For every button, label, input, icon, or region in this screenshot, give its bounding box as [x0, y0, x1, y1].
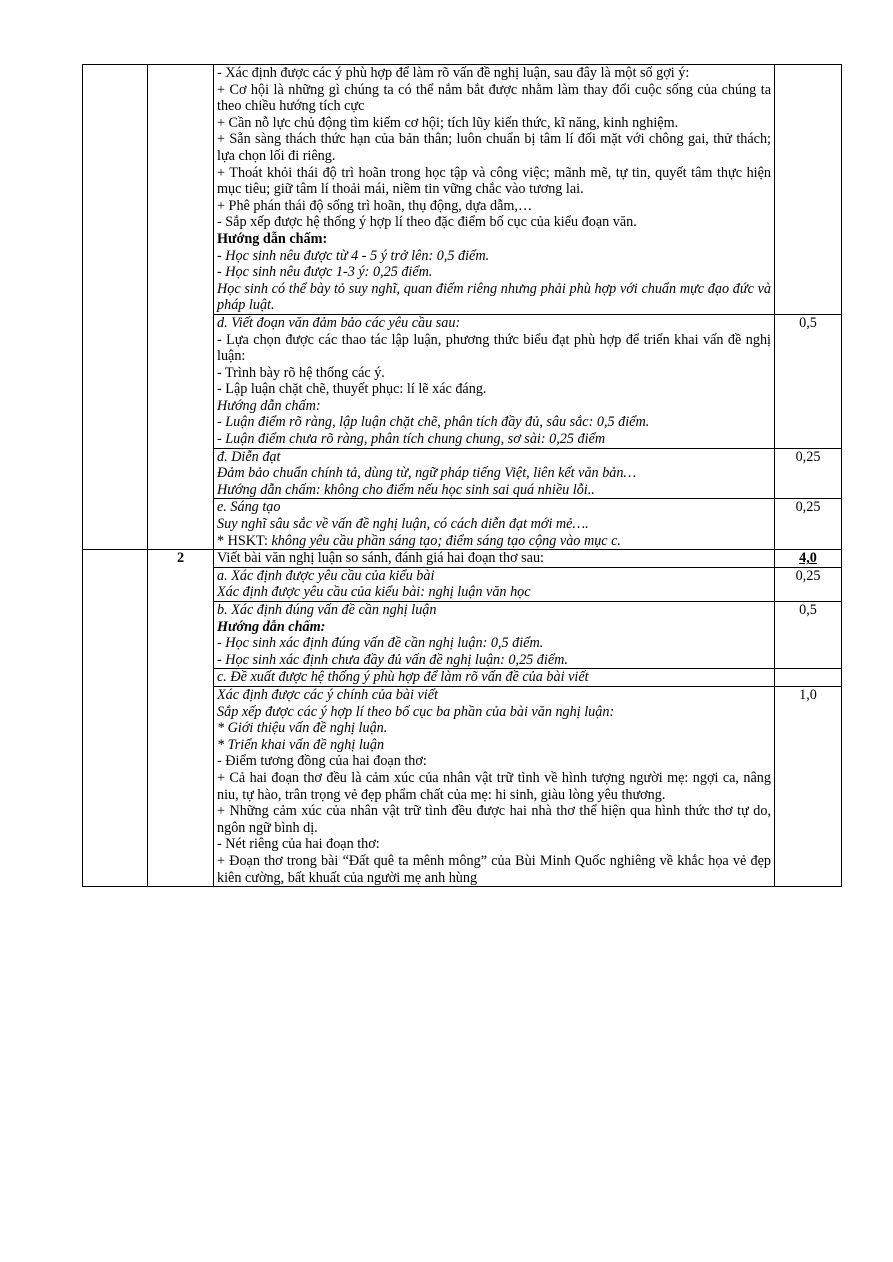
- question-number: 2: [148, 550, 214, 887]
- text-line: + Cần nỗ lực chủ động tìm kiếm cơ hội; tích lũy kiến thức, kĩ năng, kinh nghiệm.: [217, 114, 679, 131]
- content-cell: [214, 65, 775, 315]
- text-line: Học sinh có thể bày tỏ suy nghĩ, quan điểm riêng nhưng phải phù hợp với chuẩn mực đạo đức và pháp luật.: [217, 280, 771, 314]
- question-title: Viết bài văn nghị luận so sánh, đánh giá hai đoạn thơ sau:: [214, 550, 775, 568]
- content-cell: [214, 567, 775, 601]
- text-line: Suy nghĩ sâu sắc về vấn đề nghị luận, có cách diễn đạt mới mẻ….: [217, 516, 589, 533]
- text-line: Sắp xếp được các ý hợp lí theo bố cục ba phần của bài văn nghị luận:: [217, 703, 615, 720]
- score-cell: [775, 65, 842, 315]
- block-2b: [217, 602, 771, 668]
- text-line: - Lựa chọn được các thao tác lập luận, phương thức biểu đạt phù hợp để triển khai vấn đề nghị luận:: [217, 331, 771, 365]
- content-cell: [214, 602, 775, 669]
- block-dd: [217, 449, 771, 499]
- text-line: - Điểm tương đồng của hai đoạn thơ:: [217, 753, 427, 770]
- text-line: * Giới thiệu vấn đề nghị luận.: [217, 720, 388, 737]
- text-line: - Trình bày rõ hệ thống các ý.: [217, 364, 385, 381]
- score-cell: [775, 669, 842, 687]
- content-cell: [214, 314, 775, 448]
- text-line: - Học sinh xác định đúng vấn đề cần nghị luận: 0,5 điểm.: [217, 635, 544, 652]
- score-cell: 0,25: [775, 567, 842, 601]
- block-d-intro: [217, 65, 771, 314]
- text-line: + Cả hai đoạn thơ đều là cảm xúc của nhân vật trữ tình về hình tượng người mẹ: ngợi ca, nâng niu, tự hào, trân trọng vẻ đẹp phẩm chất của mẹ: hi sinh, giàu lòng yêu thương.: [217, 769, 771, 803]
- text-line: + Những cảm xúc của nhân vật trữ tình đều được hai nhà thơ thể hiện qua hình thức thơ tự do, ngôn ngữ bình dị.: [217, 803, 771, 836]
- text-line: - Học sinh xác định chưa đầy đủ vấn đề nghị luận: 0,25 điểm.: [217, 651, 568, 668]
- block-e: [217, 499, 771, 532]
- text-line: Hướng dẫn chấm:: [217, 618, 326, 635]
- block-2c-head: c. Đề xuất được hệ thống ý phù hợp để làm rõ vấn đề của bài viết: [214, 669, 775, 687]
- text-line: + Cơ hội là những gì chúng ta có thể nắm bắt được nhằm làm thay đổi cuộc sống của chúng ta theo chiều hướng tích cực: [217, 81, 771, 115]
- text-line: Hướng dẫn chấm:: [217, 230, 328, 247]
- text-line: - Sắp xếp được hệ thống ý hợp lí theo đặc điểm bố cục của kiểu đoạn văn.: [217, 214, 637, 231]
- text-line: đ. Diễn đạt: [217, 448, 281, 465]
- text-line: a. Xác định được yêu cầu của kiểu bài: [217, 567, 435, 584]
- text-line: Xác định được các ý chính của bài viết: [217, 686, 438, 703]
- text-line: - Nét riêng của hai đoạn thơ:: [217, 836, 380, 853]
- text-line: - Học sinh nêu được từ 4 - 5 ý trở lên: 0,5 điểm.: [217, 247, 490, 264]
- col-section: [83, 65, 148, 550]
- text-line: - Xác định được các ý phù hợp để làm rõ vấn đề nghị luận, sau đây là một số gợi ý:: [217, 65, 690, 81]
- text-line: + Phê phán thái độ sống trì hoãn, thụ động, dựa dẫm,…: [217, 197, 533, 214]
- content-cell: [214, 448, 775, 499]
- text-line: + Đoạn thơ trong bài “Đất quê ta mênh mông” của Bùi Minh Quốc nghiêng về khắc họa vẻ đẹp kiên cường, bất khuất của người mẹ anh hùng: [217, 852, 771, 886]
- text-line: - Học sinh nêu được 1-3 ý: 0,25 điểm.: [217, 264, 433, 281]
- col-question: [148, 65, 214, 550]
- table-row: [83, 550, 842, 568]
- block-2a: [217, 568, 771, 601]
- hskt-note: * HSKT: không yêu cầu phần sáng tạo; điểm sáng tạo cộng vào mục c.: [217, 532, 621, 549]
- content-cell: [214, 686, 775, 886]
- text-line: Xác định được yêu cầu của kiểu bài: nghị luận văn học: [217, 584, 531, 601]
- grading-table: [82, 64, 842, 887]
- text-line: - Luận điểm chưa rõ ràng, phân tích chung chung, sơ sài: 0,25 điểm: [217, 431, 606, 448]
- score-cell: 0,5: [775, 314, 842, 448]
- text-line: + Thoát khỏi thái độ trì hoãn trong học tập và công việc; mãnh mẽ, tự tin, quyết tâm thực hiện mục tiêu; giữ tâm lí thoải mái, niềm tin vững chắc vào tương lai.: [217, 164, 771, 198]
- score-cell: 1,0: [775, 686, 842, 886]
- text-line: - Luận điểm rõ ràng, lập luận chặt chẽ, phân tích đầy đủ, sâu sắc: 0,5 điểm.: [217, 414, 650, 431]
- text-line: Hướng dẫn chấm:: [217, 397, 321, 414]
- text-line: Đảm bảo chuẩn chính tả, dùng từ, ngữ pháp tiếng Việt, liên kết văn bản…: [217, 465, 637, 482]
- text-line: e. Sáng tạo: [217, 499, 281, 516]
- block-d: [217, 315, 771, 448]
- score-cell: 0,25: [775, 448, 842, 499]
- block-2c-body: [217, 687, 771, 886]
- text-line: * Triển khai vấn đề nghị luận: [217, 736, 385, 753]
- text-line: + Sẵn sàng thách thức hạn của bản thân; luôn chuẩn bị tâm lí đối mặt với chông gai, thử thách; lựa chọn lối đi riêng.: [217, 131, 771, 164]
- text-line: b. Xác định đúng vấn đề cần nghị luận: [217, 602, 437, 618]
- question-score: 4,0: [775, 550, 842, 568]
- text-line: - Lập luận chặt chẽ, thuyết phục: lí lẽ xác đáng.: [217, 381, 487, 398]
- table-row: [83, 65, 842, 315]
- text-line: Hướng dẫn chấm: không cho điểm nếu học sinh sai quá nhiều lỗi..: [217, 481, 595, 498]
- score-cell: 0,25: [775, 499, 842, 550]
- text-line: d. Viết đoạn văn đảm bảo các yêu cầu sau:: [217, 314, 461, 331]
- score-cell: 0,5: [775, 602, 842, 669]
- content-cell: [214, 499, 775, 550]
- col-section: [83, 550, 148, 887]
